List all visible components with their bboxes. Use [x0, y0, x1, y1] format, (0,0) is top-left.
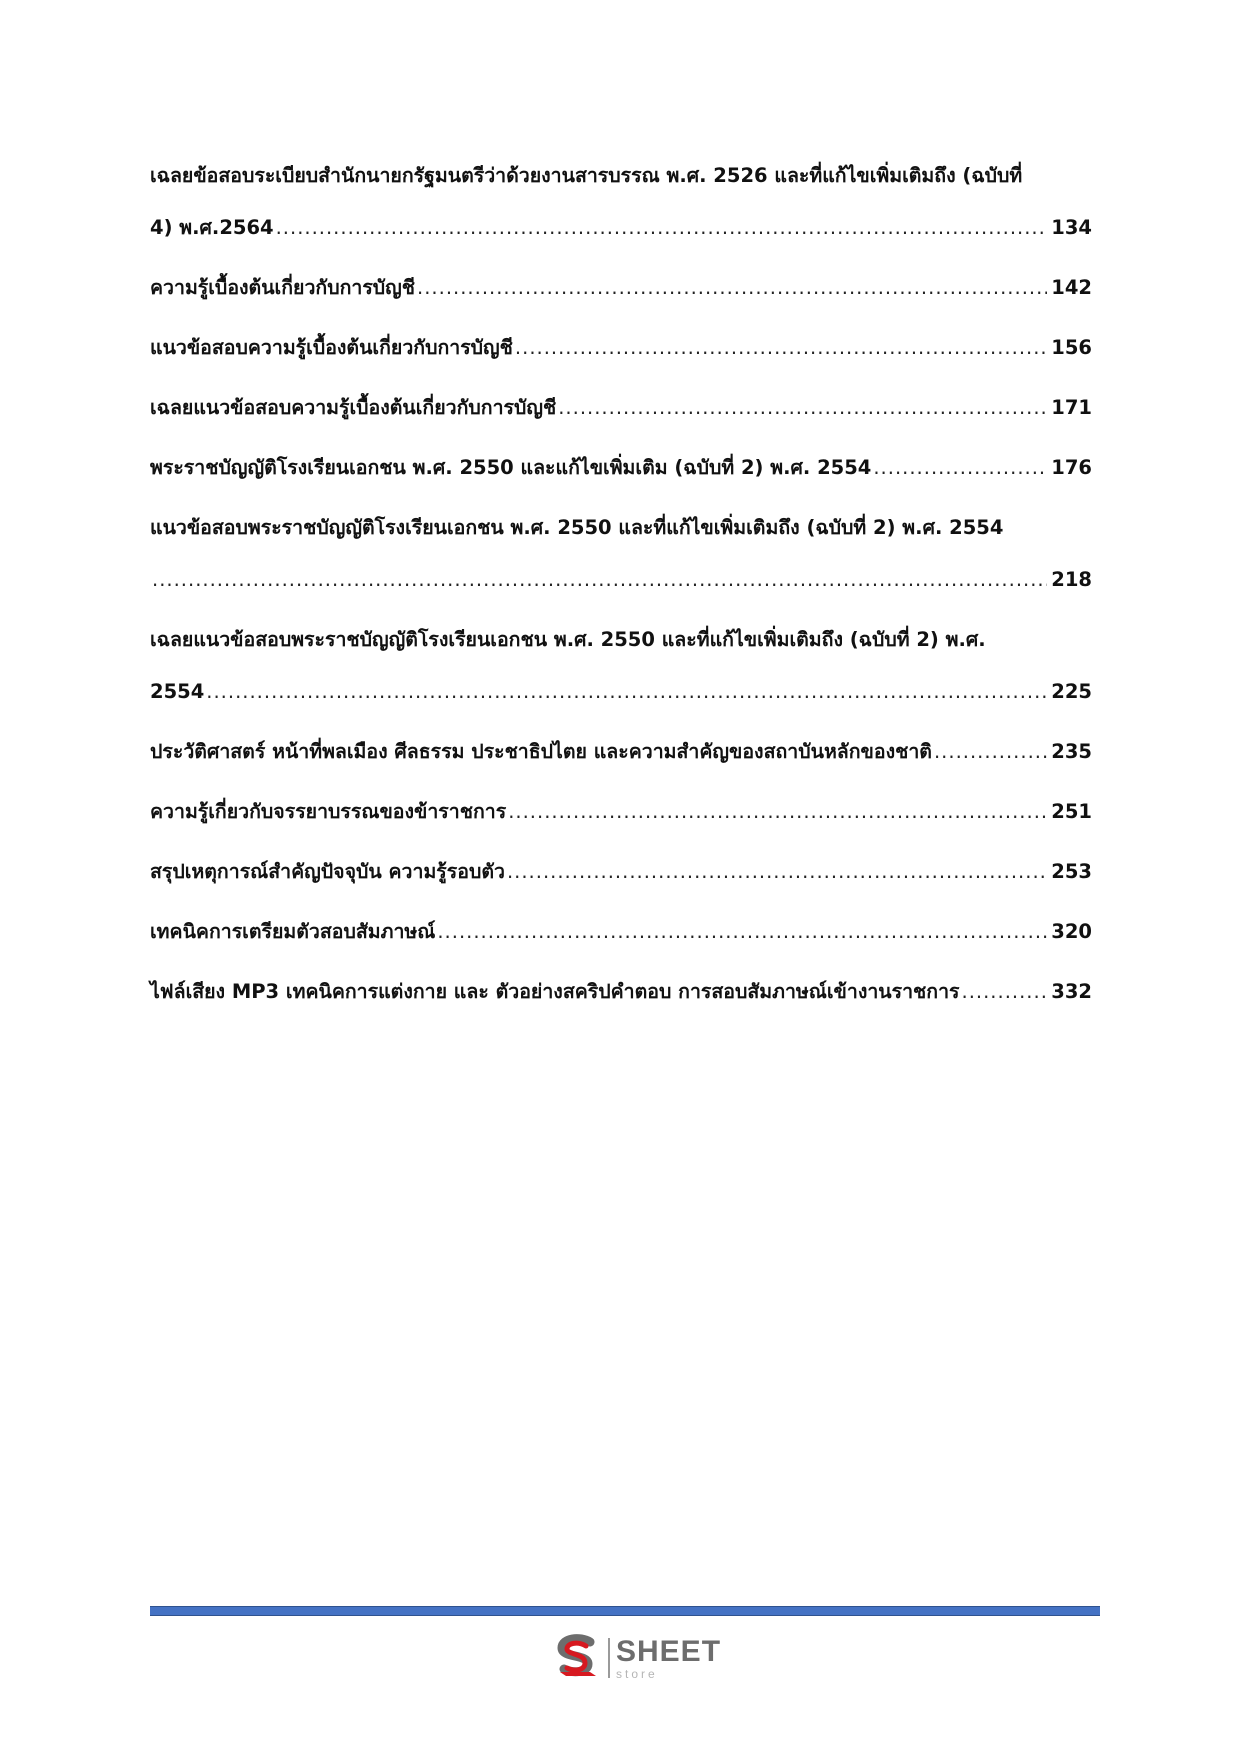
dot-leader	[437, 906, 1047, 958]
toc-page-number: 171	[1051, 396, 1092, 419]
dot-leader	[558, 382, 1047, 434]
toc-page-number: 320	[1051, 920, 1092, 943]
toc-entry-title: 4) พ.ศ.2564	[150, 216, 274, 239]
toc-entry-title: 2554	[150, 680, 205, 703]
toc-entry-title: ประวัติศาสตร์ หน้าที่พลเมือง ศีลธรรม ประชาธิปไตย และความสำคัญของสถาบันหลักของชาติ	[150, 740, 932, 763]
footer-divider	[150, 1606, 1100, 1616]
dot-leader	[515, 322, 1047, 374]
toc-entry[interactable]	[150, 442, 1092, 494]
toc-page-number: 134	[1051, 216, 1092, 239]
dot-leader	[417, 262, 1047, 314]
dot-leader	[934, 726, 1047, 778]
logo-s-icon	[550, 1632, 602, 1684]
toc-page-number: 156	[1051, 336, 1092, 359]
toc-entry[interactable]	[150, 150, 1092, 254]
toc-entry-title: สรุปเหตุการณ์สำคัญปัจจุบัน ความรู้รอบตัว	[150, 860, 505, 883]
dot-leader	[152, 554, 1047, 606]
toc-page-number: 142	[1051, 276, 1092, 299]
toc-entry[interactable]	[150, 502, 1092, 606]
logo-brand: SHEET	[616, 1634, 722, 1668]
toc-entry[interactable]	[150, 322, 1092, 374]
toc-page-number: 253	[1051, 860, 1092, 883]
toc-entry[interactable]	[150, 726, 1092, 778]
toc-entry-title-line: เฉลยข้อสอบระเบียบสำนักนายกรัฐมนตรีว่าด้วยงานสารบรรณ พ.ศ. 2526 และที่แก้ไขเพิ่มเติมถึง (ฉบับที่	[150, 164, 1023, 187]
toc-page-number: 225	[1051, 680, 1092, 703]
dot-leader	[206, 666, 1047, 718]
toc-page-number: 332	[1051, 980, 1092, 1003]
toc-entry-title: ความรู้เบื้องต้นเกี่ยวกับการบัญชี	[150, 276, 416, 299]
dot-leader	[873, 442, 1047, 494]
toc-page-number: 235	[1051, 740, 1092, 763]
sheet-store-logo	[550, 1632, 721, 1684]
toc-entry-title: ความรู้เกี่ยวกับจรรยาบรรณของข้าราชการ	[150, 800, 507, 823]
toc-entry-title: เฉลยแนวข้อสอบความรู้เบื้องต้นเกี่ยวกับการบัญชี	[150, 396, 557, 419]
logo-divider	[608, 1638, 610, 1678]
toc-entry-title-line: แนวข้อสอบพระราชบัญญัติโรงเรียนเอกชน พ.ศ. 2550 และที่แก้ไขเพิ่มเติมถึง (ฉบับที่ 2) พ.ศ. 2554	[150, 516, 1004, 539]
logo-text	[616, 1634, 722, 1681]
toc-entry-title: ไฟล์เสียง MP3 เทคนิคการแต่งกาย และ ตัวอย่างสคริปคำตอบ การสอบสัมภาษณ์เข้างานราชการ	[150, 980, 960, 1003]
toc-page-number: 251	[1051, 800, 1092, 823]
toc-entry[interactable]	[150, 906, 1092, 958]
dot-leader	[507, 846, 1047, 898]
toc-entry[interactable]	[150, 614, 1092, 718]
toc-entry[interactable]	[150, 786, 1092, 838]
toc-entry[interactable]	[150, 262, 1092, 314]
table-of-contents	[150, 150, 1092, 1026]
dot-leader	[276, 202, 1048, 254]
dot-leader	[962, 966, 1048, 1018]
toc-page-number: 176	[1051, 456, 1092, 479]
toc-entry[interactable]	[150, 382, 1092, 434]
toc-entry[interactable]	[150, 966, 1092, 1018]
toc-entry-title: พระราชบัญญัติโรงเรียนเอกชน พ.ศ. 2550 และแก้ไขเพิ่มเติม (ฉบับที่ 2) พ.ศ. 2554	[150, 456, 872, 479]
toc-entry-title: แนวข้อสอบความรู้เบื้องต้นเกี่ยวกับการบัญชี	[150, 336, 513, 359]
dot-leader	[508, 786, 1047, 838]
logo-subtitle: store	[616, 1666, 658, 1681]
toc-entry-title-line: เฉลยแนวข้อสอบพระราชบัญญัติโรงเรียนเอกชน พ.ศ. 2550 และที่แก้ไขเพิ่มเติมถึง (ฉบับที่ 2) พ.ศ.	[150, 628, 986, 651]
toc-page-number: 218	[1051, 568, 1092, 591]
toc-entry-title: เทคนิคการเตรียมตัวสอบสัมภาษณ์	[150, 920, 436, 943]
toc-entry[interactable]	[150, 846, 1092, 898]
